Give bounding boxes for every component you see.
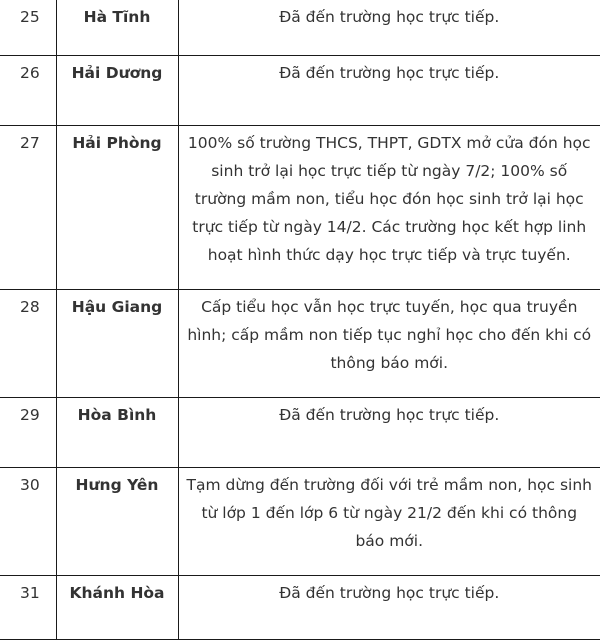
province-name: Hưng Yên	[56, 468, 178, 576]
table-row	[0, 576, 600, 640]
province-name: Khánh Hòa	[56, 576, 178, 640]
row-number: 26	[0, 56, 56, 126]
school-status: 100% số trường THCS, THPT, GDTX mở cửa đón học sinh trở lại học trực tiếp từ ngày 7/2; 100% số trường mầm non, tiểu học đón học sinh trở lại học trực tiếp từ ngày 14/2. Các trường học kết hợp linh hoạt hình thức dạy học trực tiếp và trực tuyến.	[178, 126, 600, 290]
row-number: 31	[0, 576, 56, 640]
province-name: Hải Dương	[56, 56, 178, 126]
school-status: Đã đến trường học trực tiếp.	[178, 398, 600, 468]
province-name: Hà Tĩnh	[56, 0, 178, 56]
school-status: Tạm dừng đến trường đối với trẻ mầm non, học sinh từ lớp 1 đến lớp 6 từ ngày 21/2 đến khi có thông báo mới.	[178, 468, 600, 576]
school-status: Đã đến trường học trực tiếp.	[178, 56, 600, 126]
table-row	[0, 290, 600, 398]
row-number: 28	[0, 290, 56, 398]
school-status: Cấp tiểu học vẫn học trực tuyến, học qua truyền hình; cấp mầm non tiếp tục nghỉ học cho đến khi có thông báo mới.	[178, 290, 600, 398]
row-number: 29	[0, 398, 56, 468]
school-status: Đã đến trường học trực tiếp.	[178, 0, 600, 56]
table-row	[0, 398, 600, 468]
school-status: Đã đến trường học trực tiếp.	[178, 576, 600, 640]
row-number: 27	[0, 126, 56, 290]
table-row	[0, 126, 600, 290]
province-name: Hải Phòng	[56, 126, 178, 290]
row-number: 25	[0, 0, 56, 56]
province-name: Hậu Giang	[56, 290, 178, 398]
row-number: 30	[0, 468, 56, 576]
table-row	[0, 56, 600, 126]
table-row	[0, 468, 600, 576]
table-row	[0, 0, 600, 56]
province-name: Hòa Bình	[56, 398, 178, 468]
